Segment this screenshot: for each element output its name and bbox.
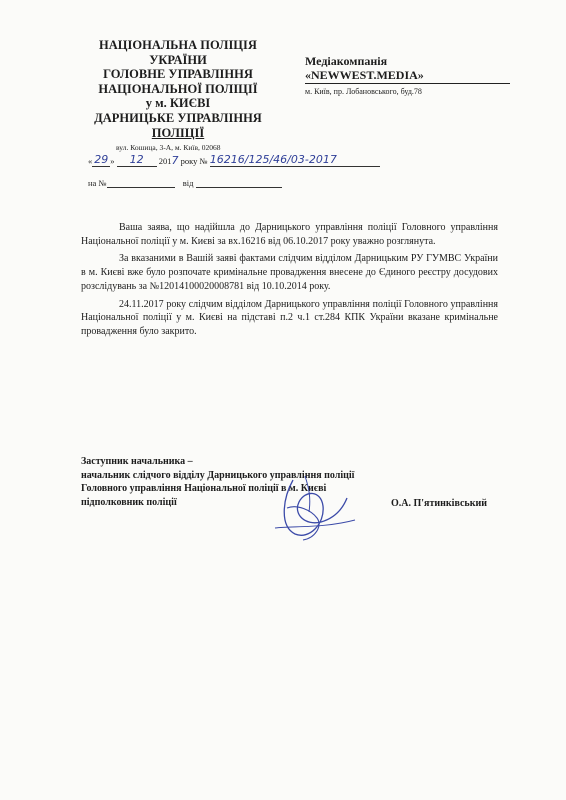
- quote-close: »: [110, 156, 115, 166]
- na-label: на №: [88, 178, 107, 188]
- sender-line: ГОЛОВНЕ УПРАВЛІННЯ: [103, 67, 253, 82]
- reference-line: [88, 178, 282, 188]
- recipient-block: [305, 54, 510, 96]
- reg-day-field: [92, 153, 110, 167]
- reg-day: 29: [94, 153, 109, 166]
- recipient-address: м. Київ, пр. Лобановського, буд.78: [305, 87, 422, 96]
- reg-year-prefix: 201: [158, 156, 172, 166]
- signatory-line: начальник слідчого відділу Дарницького управління поліції: [81, 469, 355, 481]
- body-paragraph: За вказаними в Вашій заяві фактами слідчим відділом Дарницьким РУ ГУМВС України в м. Києві вже було розпочате кримінальне провадження внесене до Єдиного реєстру досудових розслідувань за №12014100020008781 від 10.10.2014 року.: [81, 253, 498, 292]
- sender-address: вул. Кошица, 3-А, м. Київ, 02068: [116, 143, 221, 152]
- reg-month-field: [117, 153, 157, 167]
- recipient-name: Медіакомпанія: [305, 54, 388, 68]
- reg-year-suffix: 7: [171, 154, 179, 167]
- sender-line: УКРАЇНИ: [149, 52, 207, 67]
- signatory-line: підполковник поліції: [81, 496, 177, 508]
- vid-field: [196, 178, 282, 188]
- reg-year-word: року №: [180, 156, 208, 166]
- vid-label: від: [182, 178, 194, 188]
- recipient-brand: «NEWWEST.MEDIA»: [305, 68, 510, 84]
- sender-line: ДАРНИЦЬКЕ УПРАВЛІННЯ: [94, 110, 262, 125]
- signatory-line: Головного управління Національної поліції в м. Києві: [81, 483, 327, 494]
- signatory-line: Заступник начальника –: [81, 456, 193, 467]
- sender-line: у м. КИЄВІ: [145, 96, 211, 111]
- sender-line: ПОЛІЦІЇ: [151, 125, 205, 140]
- sender-block: [88, 38, 268, 140]
- letter-body: [81, 221, 498, 343]
- registration-line: [88, 153, 380, 167]
- sender-line: НАЦІОНАЛЬНА ПОЛІЦІЯ: [99, 38, 257, 52]
- handwritten-signature: [265, 468, 360, 548]
- signatory-name: О.А. П'ятинківський: [391, 498, 487, 509]
- reg-month: 12: [129, 153, 144, 166]
- quote-open: «: [88, 156, 93, 166]
- na-field: [107, 178, 175, 188]
- reg-number-field: [210, 153, 380, 167]
- body-paragraph: Ваша заява, що надійшла до Дарницького управління поліції Головного управління Національної поліції у м. Києві за вх.16216 від 06.10.2017 року уважно розглянута.: [81, 222, 498, 247]
- sender-line: НАЦІОНАЛЬНОЇ ПОЛІЦІЇ: [98, 81, 258, 96]
- reg-number: 16216/125/46/03-2017: [209, 153, 337, 166]
- body-paragraph: 24.11.2017 року слідчим відділом Дарницького управління поліції Головного управління Національної поліції у м. Києві на підставі п.2 ч.1 ст.284 КПК України вказане кримінальне провадження було закрито.: [81, 298, 498, 337]
